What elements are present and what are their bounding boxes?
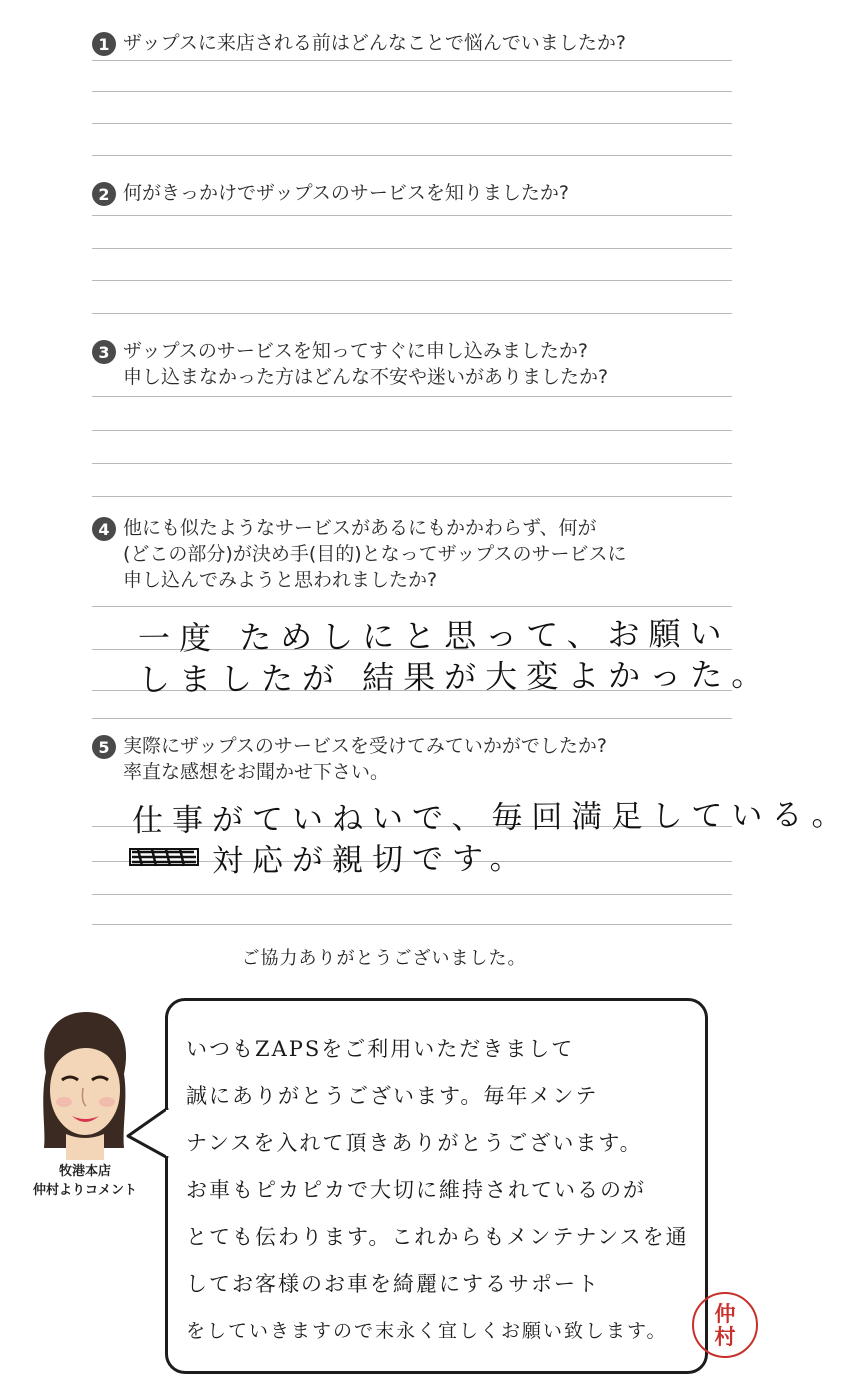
- scribbled-out-text: [128, 846, 200, 868]
- comment-line: ナンスを入れて頂きありがとうございます。: [186, 1131, 643, 1155]
- question-number-badge: 4: [92, 517, 116, 541]
- question-number-badge: 5: [92, 735, 116, 759]
- question-number-badge: 1: [92, 32, 116, 56]
- staff-comment: [186, 1026, 696, 1355]
- name-seal-stamp: 仲 村: [692, 1292, 758, 1358]
- question-3: [92, 338, 732, 390]
- question-number-badge: 2: [92, 182, 116, 206]
- handwritten-answer-line: しましたが 結果が大変よかった。: [137, 655, 773, 699]
- question-number-badge: 3: [92, 340, 116, 364]
- handwritten-answer-line: 一度 ためしにと思って、お願い: [137, 614, 731, 658]
- staff-comment-label: 仲村よりコメント: [32, 1183, 137, 1198]
- handwritten-answer-line: 対応が親切です。: [211, 840, 530, 880]
- handwritten-answer-line: 仕事がていねいで、毎回満足している。: [131, 796, 852, 840]
- speech-bubble-tail: [124, 1098, 172, 1168]
- comment-line: いつもZAPSをご利用いただきまして: [186, 1037, 575, 1061]
- comment-line: 誠にありがとうございます。毎年メンテ: [186, 1084, 599, 1108]
- question-text: 何がきっかけでザップスのサービスを知りましたか?: [123, 182, 569, 204]
- comment-line: お車もピカピカで大切に維持されているのが: [186, 1178, 646, 1202]
- question-text: ザップスのサービスを知ってすぐに申し込みましたか? 申し込まなかった方はどんな不安や迷いがありましたか?: [123, 340, 609, 388]
- question-4: [92, 515, 732, 593]
- question-text: ザップスに来店される前はどんなことで悩んでいましたか?: [123, 32, 626, 54]
- thanks-message: ご協力ありがとうございました。: [241, 948, 527, 969]
- store-name: 牧港本店: [58, 1164, 111, 1179]
- question-text: 実際にザップスのサービスを受けてみていかがでしたか? 率直な感想をお聞かせ下さい。: [123, 735, 607, 783]
- comment-line: とても伝わります。これからもメンテナンスを通: [186, 1225, 689, 1249]
- comment-line: してお客様のお車を綺麗にするサポート: [186, 1272, 600, 1296]
- question-text: 他にも似たようなサービスがあるにもかかわらず、何が (どこの部分)が決め手(目的)となってザップスのサービスに 申し込んでみようと思われましたか?: [123, 517, 627, 591]
- comment-line: をしていきますので末永く宜しくお願い致します。: [186, 1320, 668, 1342]
- question-2: [92, 180, 732, 206]
- question-5: [92, 733, 732, 785]
- question-1: [92, 30, 732, 56]
